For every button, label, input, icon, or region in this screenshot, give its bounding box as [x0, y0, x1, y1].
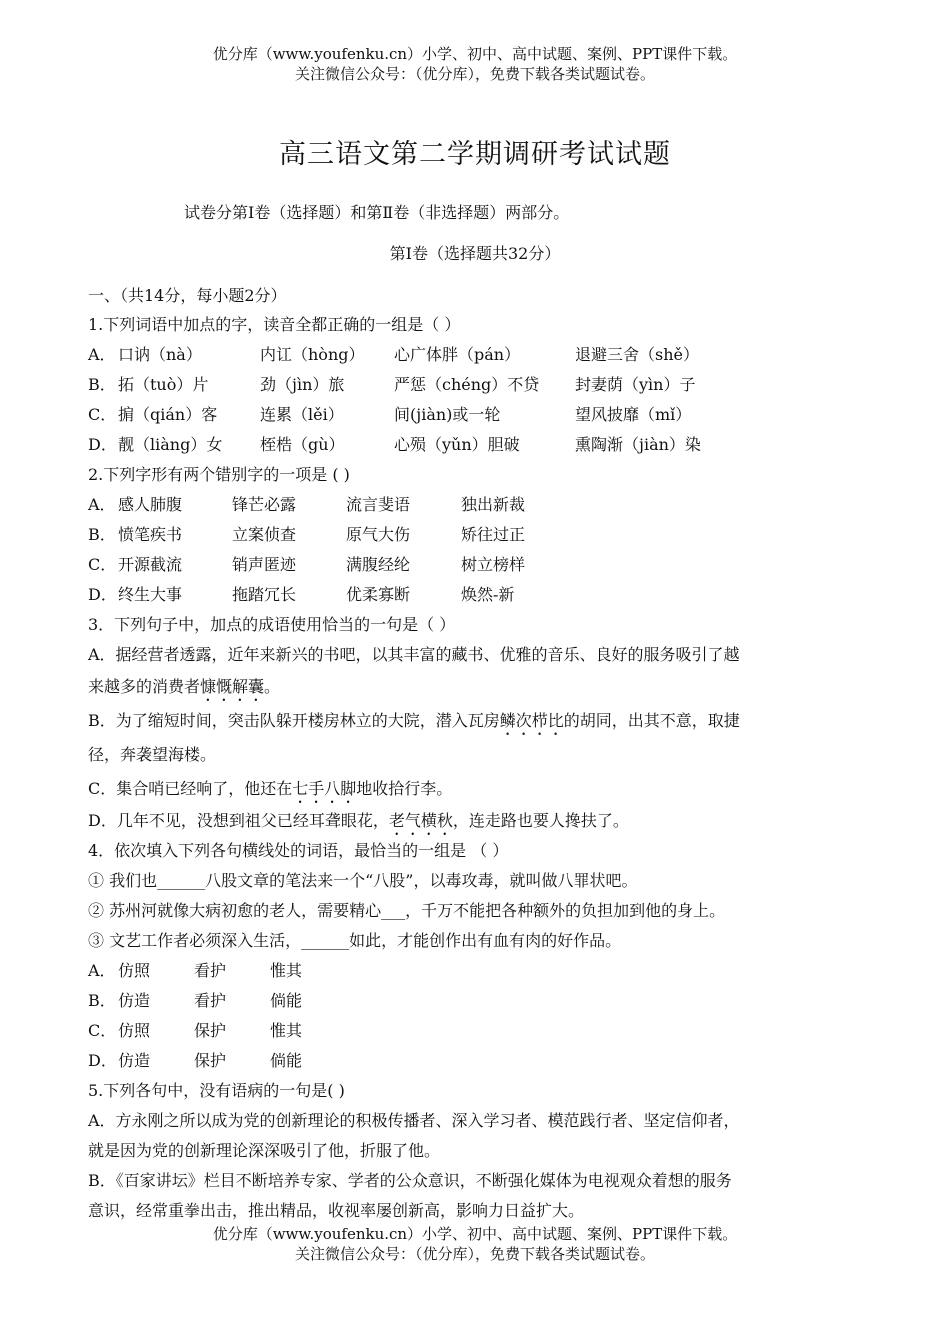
- q4-word: 看护: [194, 991, 227, 1010]
- q1-item: 内讧（hòng）: [260, 345, 365, 364]
- q3-option-c: [88, 772, 863, 806]
- q3-text: B．为了缩短时间，突击队躲开楼房林立的大院，潜入瓦房: [88, 711, 500, 730]
- q2-item: 感人肺腹: [118, 495, 183, 514]
- q3-text: ，连走路也要人搀扶了。: [452, 811, 629, 830]
- q1-item: 连累（lěi）: [260, 405, 344, 424]
- q4-stem: 4．依次填入下列各句横线处的词语，最恰当的一组是 （ ）: [88, 841, 509, 860]
- q2-row-c: [88, 550, 863, 580]
- q1-item: 望风披靡（mǐ）: [575, 405, 692, 424]
- q1-item: 桎梏（gù）: [260, 435, 345, 454]
- q4-word: 倘能: [270, 1051, 303, 1070]
- intro-text: 试卷分第Ⅰ卷（选择题）和第Ⅱ卷（非选择题）两部分。: [184, 203, 570, 222]
- option-label: C．: [88, 1021, 117, 1040]
- q4-word: 保护: [194, 1051, 227, 1070]
- option-label: A．: [88, 961, 116, 980]
- q2-item: 终生大事: [118, 585, 183, 604]
- q4-word: 惟其: [270, 1021, 303, 1040]
- q4-word: 仿照: [118, 961, 151, 980]
- q5-option-a-line1: A．方永刚之所以成为党的创新理论的积极传播者、深入学习者、模范践行者、坚定信仰者，: [88, 1111, 740, 1130]
- q4-word: 惟其: [270, 961, 303, 980]
- option-label: A．: [88, 495, 116, 514]
- q5-stem: 5.下列各句中，没有语病的一句是( ): [88, 1081, 345, 1100]
- q4-word: 仿造: [118, 1051, 151, 1070]
- q4-word: 倘能: [270, 991, 303, 1010]
- q5-option-b-line2: 意识，经常重拳出击，推出精品，收视率屡创新高，影响力日益扩大。: [88, 1201, 585, 1220]
- exam-body: [88, 282, 863, 1226]
- q1-item: 间(jiàn)或一轮: [394, 405, 501, 424]
- dotted-idiom: 七手八脚: [292, 779, 357, 798]
- q4-sentence-2: ② 苏州河就像大病初愈的老人，需要精心___，千万不能把各种额外的负担加到他的身上。: [88, 901, 726, 920]
- q2-item: 拖踏冗长: [232, 585, 297, 604]
- option-label: B．: [88, 375, 116, 394]
- q1-row-a: [88, 340, 863, 370]
- q3-text: C．集合哨已经响了，他还在: [88, 779, 293, 798]
- q1-row-d: [88, 430, 863, 460]
- q3-stem: 3．下列句子中，加点的成语使用恰当的一句是（ ）: [88, 615, 456, 634]
- q2-item: 销声匿迹: [232, 555, 297, 574]
- q1-stem: 1.下列词语中加点的字，读音全都正确的一组是（ ）: [88, 315, 461, 334]
- q1-item: 退避三舍（shě）: [575, 345, 699, 364]
- q2-row-a: [88, 490, 863, 520]
- header-line-1: 优分库（www.youfenku.cn）小学、初中、高中试题、案例、PPT课件下载。: [212, 45, 738, 63]
- q5-option-b-line1: B．《百家讲坛》栏目不断培养专家、学者的公众意识，不断强化媒体为电视观众着想的服务: [88, 1171, 732, 1190]
- dotted-idiom: 老气横秋: [388, 811, 453, 830]
- q2-item: 原气大伤: [346, 525, 411, 544]
- q1-item: 掮（qián）客: [118, 405, 218, 424]
- q1-item: 拓（tuò）片: [118, 375, 209, 394]
- q4-option-a: [88, 956, 863, 986]
- q1-item: 口讷（nà）: [118, 345, 202, 364]
- q4-option-c: [88, 1016, 863, 1046]
- q4-word: 仿照: [118, 1021, 151, 1040]
- footer-line-1: 优分库（www.youfenku.cn）小学、初中、高中试题、案例、PPT课件下载。: [212, 1225, 738, 1243]
- q3-text: D．几年不见，没想到祖父已经耳聋眼花，: [88, 811, 389, 830]
- q2-item: 开源截流: [118, 555, 183, 574]
- q1-item: 严惩（chéng）不贷: [394, 375, 540, 394]
- q1-item: 靓（liàng）女: [118, 435, 223, 454]
- page-title: 高三语文第二学期调研考试试题: [279, 139, 671, 170]
- q4-sentence-3: ③ 文艺工作者必须深入生活，______如此，才能创作出有血有肉的好作品。: [88, 931, 622, 950]
- q2-item: 满腹经纶: [346, 555, 411, 574]
- footer-line-2: 关注微信公众号：（优分库），免费下载各类试题试卷。: [294, 1245, 655, 1263]
- q3-option-a-line1: A．据经营者透露，近年来新兴的书吧，以其丰富的藏书、优雅的音乐、良好的服务吸引了越: [88, 645, 740, 664]
- option-label: D．: [88, 435, 117, 454]
- q2-item: 独出新裁: [461, 495, 526, 514]
- q4-word: 仿造: [118, 991, 151, 1010]
- q4-word: 保护: [194, 1021, 227, 1040]
- q4-word: 看护: [194, 961, 227, 980]
- q4-sentence-1: ① 我们也______八股文章的笔法来一个“八股”，以毒攻毒，就叫做八罪状吧。: [88, 871, 638, 890]
- q3-option-b-line1: [88, 704, 863, 738]
- q1-item: 劲（jìn）旅: [260, 375, 345, 394]
- q2-stem: 2.下列字形有两个错别字的一项是 ( ): [88, 465, 350, 484]
- q2-item: 锋芒必露: [232, 495, 297, 514]
- q4-option-d: [88, 1046, 863, 1076]
- q4-option-b: [88, 986, 863, 1016]
- q2-item: 矫往过正: [461, 525, 526, 544]
- q3-text: 的胡同，出其不意，取捷: [563, 711, 740, 730]
- header-line-2: 关注微信公众号：（优分库），免费下载各类试题试卷。: [294, 65, 655, 83]
- q3-option-b-line2: 径，奔袭望海楼。: [88, 745, 217, 764]
- q2-item: 焕然-新: [461, 585, 515, 604]
- option-label: D．: [88, 1051, 117, 1070]
- q1-row-b: [88, 370, 863, 400]
- option-label: B．: [88, 991, 116, 1010]
- option-label: C．: [88, 555, 117, 574]
- option-label: D．: [88, 585, 117, 604]
- q3-text: 地收拾行李。: [356, 779, 453, 798]
- option-label: C．: [88, 405, 117, 424]
- q2-item: 优柔寡断: [346, 585, 411, 604]
- q3-option-a-line2: [88, 670, 863, 704]
- q3-option-d: [88, 806, 863, 836]
- q3-text: 。: [264, 677, 281, 696]
- q1-row-c: [88, 400, 863, 430]
- part-title: 第Ⅰ卷（选择题共32分）: [389, 244, 561, 263]
- q5-option-a-line2: 就是因为党的创新理论深深吸引了他，折服了他。: [88, 1141, 441, 1160]
- option-label: B．: [88, 525, 116, 544]
- q2-item: 立案侦查: [232, 525, 297, 544]
- q2-row-d: [88, 580, 863, 610]
- q2-item: 愤笔疾书: [118, 525, 183, 544]
- option-label: A．: [88, 345, 116, 364]
- q1-item: 心殒（yǔn）胆破: [394, 435, 520, 454]
- dotted-idiom: 鳞次栉比: [499, 711, 564, 730]
- q1-item: 心广体胖（pán）: [394, 345, 521, 364]
- dotted-idiom: 慷慨解囊: [200, 677, 265, 696]
- q1-item: 熏陶渐（jiàn）染: [575, 435, 701, 454]
- section-heading: 一、（共14分，每小题2分）: [88, 286, 287, 305]
- q2-item: 树立榜样: [461, 555, 526, 574]
- q2-row-b: [88, 520, 863, 550]
- q3-text: 来越多的消费者: [88, 677, 201, 696]
- q2-item: 流言斐语: [346, 495, 411, 514]
- q1-item: 封妻荫（yìn）子: [575, 375, 696, 394]
